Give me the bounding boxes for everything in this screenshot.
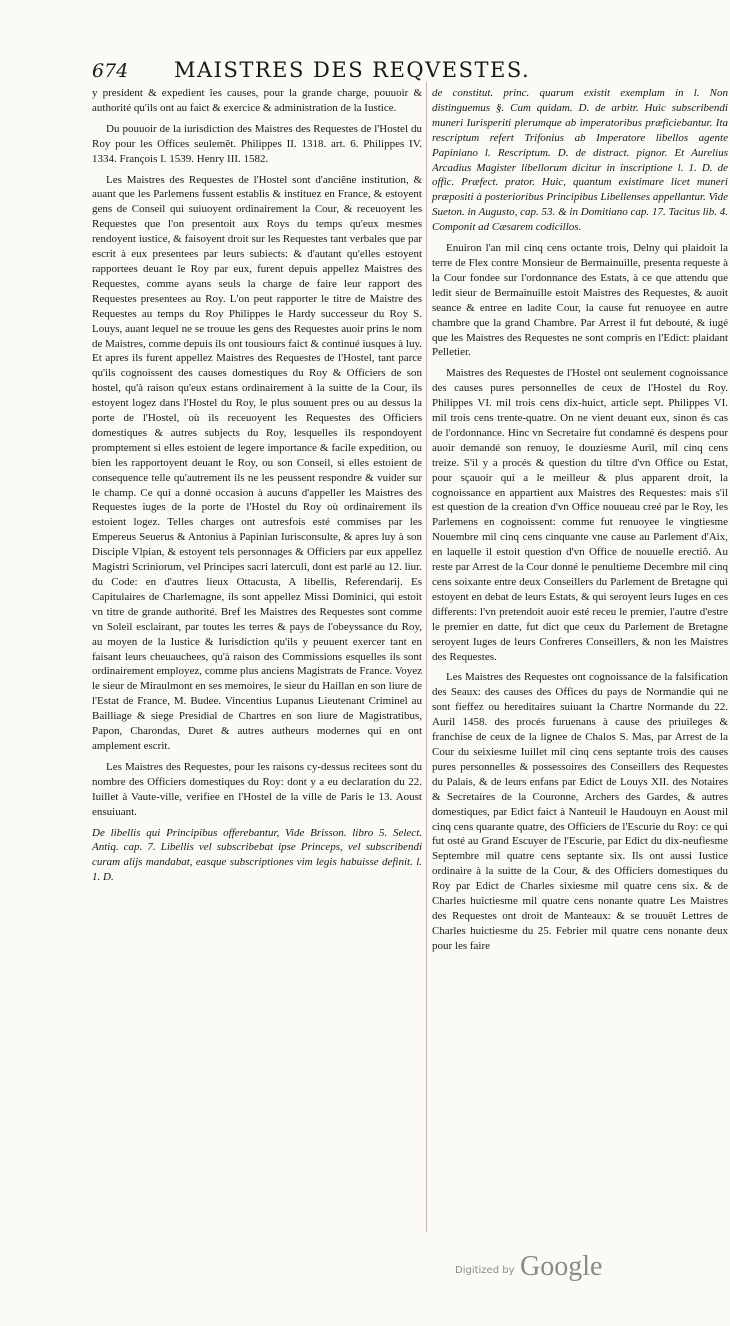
left-column: [92, 86, 422, 891]
paragraph: Enuiron l'an mil cinq cens octante trois, Delny qui plaidoit la terre de Flex contre Monsieur de Bermainuille, presenta requeste à la Cour fondee sur l'ordonnance des Estats, à ce que attendu que ledit sieur de Bermainuille estoit Maistres des Requestes, & auoit seance & entree en ladite Cour, la cause fut renuoyee en autre chambre que la grand Chambre. Par Arrest il fut debouté, & iugé que les Maistres des Requestes ne sont compris en l'Edict: plaidant Pelletier.: [432, 242, 728, 359]
paragraph: Les Maistres des Requestes de l'Hostel sont d'anciẽne institution, & auant que les Parlemens fussent establis & instituez en France, & estoyent gens de Conseil qui suiuoyent ordinairement la Cour, & receuoyent les Requestes que l'on presentoit aux Roys du temps qu'eux mesmes rendoyent iustice, & faisoyent droit sur les Requestes tant verbales que par escrit à eux presentees par leurs subiects: & d'autant qu'elles estoyent rapportees deuant le Roy par eux, furent depuis appellez Maistres des Requestes, comme ayans seuls la charge de faire leur rapport des Requestes presentees au Roy. L'on peut rapporter le titre de Maistre des Requestes au temps du Roy Philippes le Hardy successeur du Roy S. Louys, auant lequel ne se trouue les gens des Requestes auoir prins le nom de Maistres, comme depuis ils ont tousiours faict & continué iusques à luy. Et apres ils furent appellez Maistres des Requestes de l'Hostel, tant parce qu'ils cognoissent des causes domestiques du Roy & Officiers de son hostel, qu'à raison qu'eux estans ordinairement à la suitte de la Cour, ils estoyent logez dans l'Hostel du Roy, le plus souuent pres ou au dessus la porte de l'Hostel, où ils receuoyent les Requestes des Officiers domestiques & autres subjects du Roy, lesquelles ils respondoyent promptement si elles estoient de legere importance & facile expedition, ou bien les rapportoyent deuant le Roy, ou son Conseil, si elles estoient de consequence telle qu'autrement ils ne les peussent respondre & vuider sur le champ. Ce qui a donné occasion à aucuns d'appeller les Maistres des Requestes iuges de la porte de l'Hostel du Roy où ordinairement ils estoient logez. Telles charges ont autresfois esté commises par les Empereus Seuerus & Antonius à Papinian Iurisconsulte, & apres luy à son Disciple Vlpian, & estoyent tels personnages & Officiers par eux appellez Magistri Scriniorum, vel Principes sacri laterculi, dont est parlé au 12. liur. du Code: en d'autres lieux Ottacusta, A libellis, Referendarij. Es Capitulaires de Charlemagne, ils sont appellez Missi Dominici, qui estoit vn titre de grande authorité. Bref les Maistres des Requestes sont comme vn Soleil esclairant, par toutes les terres & pays de l'obeyssance du Roy, au moyen de la Iustice & Iurisdiction qu'ils y peuuent exercer tant en faisant leurs cheuauchees, qu'à raison des Commissions esquelles ils sont ordinairement employez, comme plus anciens Magistrats de France. Voyez le sieur de Miraulmont en ses memoires, le sieur du Haillan en son liure de l'Estat de France, M. Budee. Vincentius Lupanus Lieutenant Criminel au Bailliage & siege Presidial de Chartres en son liure de Magistratibus, Papon, Charondas, Duret & autres autheurs modernes qui en ont amplement escrit.: [92, 173, 422, 752]
paragraph: Maistres des Requestes de l'Hostel ont seulement cognoissance des causes pures personnelles de ceux de l'Hostel du Roy. Philippes VI. mil trois cens dix-huict, article sept. Philippes VI. mil trois cens trente-quatre. On ne vient deuant eux, sinon és cas de l'ordonnance. Hinc vn Secretaire fut condamné és despens pour auoir demandé son renuoy, le douziesme Auril, mil cinq cens treize. S'il y a procés & question du tiltre d'vn Office ou Estat, pour sçauoir qui a le meilleur & plus apparent droit, la cognoissance en appartient aux Maistres des Requestes: mais s'il est question de la creation d'vn Office nouueau creé par le Roy, les Parlemens en cognoissent: comme fut renuoyee le vingtiesme Nouembre mil cinq cens cinquante vne cause au Parlement d'Aix, en laquelle il estoit question d'vn Office de nouuelle erectiõ. Au reste par Arrest de la Cour donné le penultieme Decembre mil cinq cens soixante entre deux Conseillers du Parlement de Bretagne qui estoyent en debat de leurs Estats, & qui seroyent leurs Iuges en ces differents: l'vn pretendoit auoir esté receu le premier, l'autre d'estre le premier en datte, fut dict que ceux du Parlement de Bretagne seroyent Iuges de leurs Confreres Conseillers, & non les Maistres des Requestes.: [432, 367, 728, 663]
paragraph: y president & expedient les causes, pour la grande charge, pouuoir & authorité qu'ils ont au faict & exercice & administration de la Iustice.: [92, 87, 422, 114]
right-column: [432, 86, 728, 960]
digitization-watermark: [455, 1253, 655, 1283]
running-title: MAISTRES DES REQVESTES.: [174, 58, 531, 82]
page-header: [92, 58, 532, 86]
paragraph: Les Maistres des Requestes ont cognoissance de la falsification des Seaux: des causes des Offices du pays de Normandie qui ne sont fieffez ou hereditaires suiuant la Chartre Normande du 22. Auril 1458. des procés furuenans à cause des priuileges & franchise de ceux de la lignee de Chalos S. Mas, par Arrest de la Cour du seixiesme Iuillet mil cinq cens septante trois des causes pures personnelles & possessoires des Conseillers des Requestes du Palais, & de leurs enfans par Edict de Louys XII. des Notaires & Secretaires de la Couronne, Archers des Gardes, & autres domestiques, par Edict faict à Nanteuil le Haudouyn en Aoust mil cinq cens quarante quatre, des Officiers de l'Escurie du Roy: ce qui fut osté au Grand Escuyer de l'Escurie, par Edict du dix-neufiesme Septembre mil quatre cens septante six. Ils ont aussi Iustice ordinaire à la suitte de la Cour, & des Officiers domestiques du Roy par Edict de Charles sixiesme mil quatre cens six. & de Charles huictiesme mil quatre cens nonante quatre Les Maistres des Requestes ont droit de Manteaux: & se trouuët Lettres de Charles huictiesme du 25. Febrier mil quatre cens nonante deux pour les faire: [432, 671, 728, 952]
latin-note: De libellis qui Principibus offerebantur, Vide Brisson. libro 5. Select. Antiq. cap. 7. Libellis vel subscribebat ipse Princeps, vel subscribendi curam alijs mandabat, easque subscriptiones vim legis habuisse definit. l. 1. D.: [92, 826, 422, 884]
digitized-by-text: Digitized by: [455, 1265, 515, 1276]
column-divider: [426, 82, 427, 1232]
google-logo: Google: [520, 1251, 603, 1282]
page-number: 674: [92, 60, 129, 82]
latin-note: de constitut. princ. quarum existit exemplam in l. Non distinguemus §. Cum quidam. D. de arbitr. Huic subscribendi muneri Iurisperiti plerumque ab imperatoribus præficiebantur. Ita rescriptum refert Trifonius ab Imperatore libellos agente Papiniano l. Rescriptum. D. de distract. pignor. Et Aurelius Arcadius Magister libellorum dicitur in inscriptione l. 1. D. de offic. Præfect. prator. Huic, quantum existimare licet muneri præpositi à posterioribus Principibus Libellenses appellantur. Vide Sueton. in Augusto, cap. 53. & in Domitiano cap. 17. Tacitus lib. 4. Componit ad Cæsarem codicillos.: [432, 87, 728, 234]
paragraph: Les Maistres des Requestes, pour les raisons cy-dessus recitees sont du nombre des Officiers domestiques du Roy: dont y a eu declaration du 22. Iuillet à Vaute-ville, verifiee en l'Hostel de la ville de Paris le 13. Aoust ensuiuant.: [92, 760, 422, 818]
paragraph: Du pouuoir de la iurisdiction des Maistres des Requestes de l'Hostel du Roy pour les Offices seulemẽt. Philippes II. 1318. art. 6. Philippes IV. 1334. François I. 1539. Henry III. 1582.: [92, 122, 422, 165]
